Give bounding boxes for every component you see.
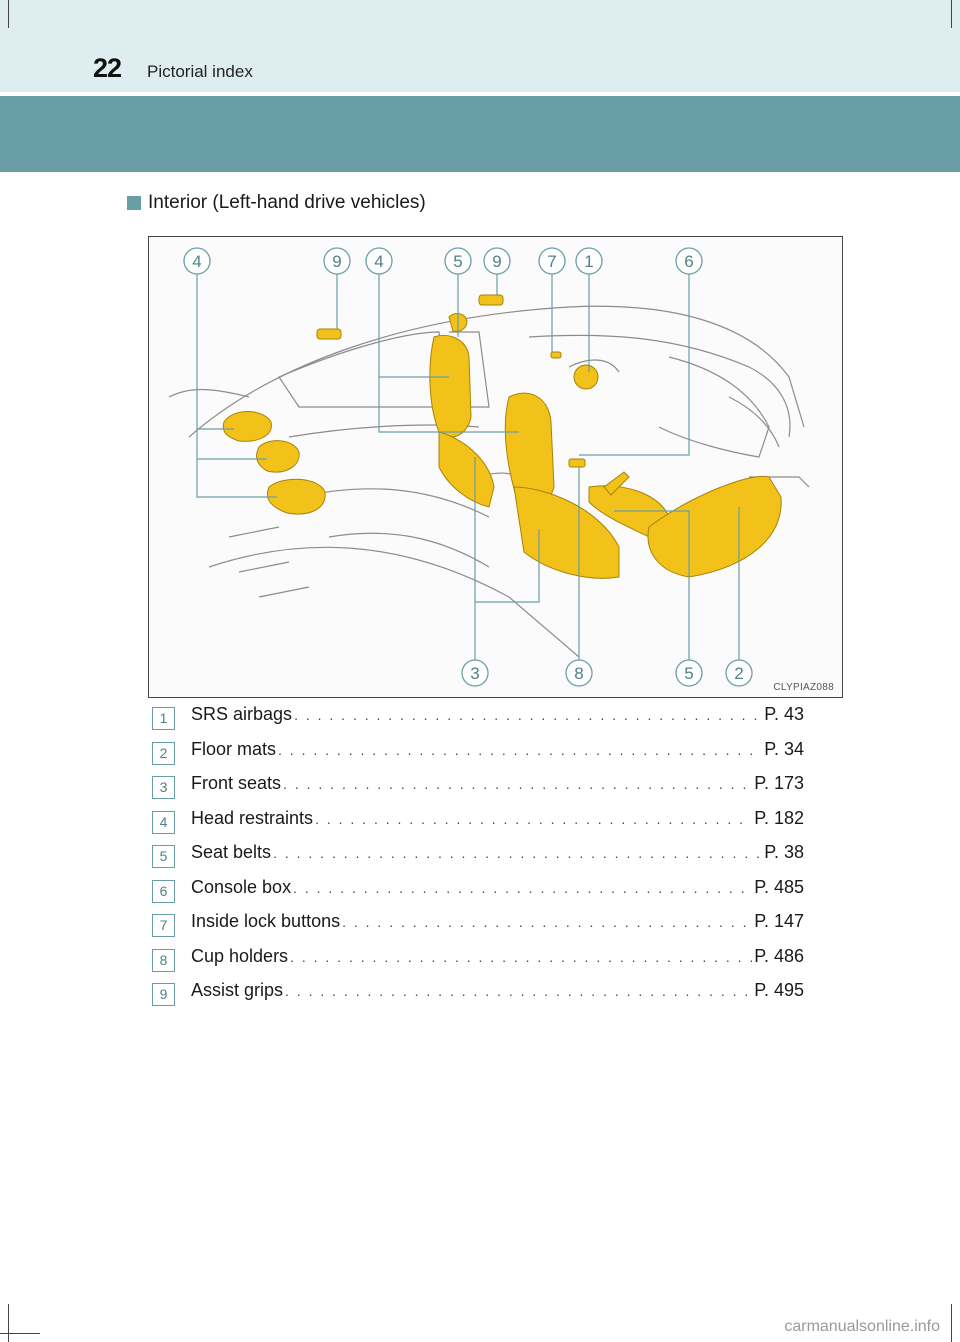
legend-number-badge: 4 xyxy=(152,811,175,834)
page-section-title: Pictorial index xyxy=(147,62,253,81)
legend-item xyxy=(152,942,812,977)
interior-drawing xyxy=(149,237,842,697)
legend-label: Seat belts xyxy=(191,842,272,862)
leader-dots xyxy=(342,914,752,930)
crop-mark-bottom-left-v xyxy=(8,1304,9,1342)
legend-item xyxy=(152,769,812,804)
legend-entry[interactable] xyxy=(191,946,804,967)
legend-entry[interactable] xyxy=(191,773,804,794)
legend-entry[interactable] xyxy=(191,877,804,898)
section-heading-text: Interior (Left-hand drive vehicles) xyxy=(148,192,426,213)
heading-square-icon xyxy=(127,196,141,210)
legend-label: Head restraints xyxy=(191,807,314,828)
leader-dots xyxy=(285,983,752,999)
legend-entry[interactable] xyxy=(191,842,804,863)
leader-dots xyxy=(283,776,752,792)
legend-label: Front seats xyxy=(191,773,282,793)
assist-grip-left xyxy=(317,329,341,339)
legend-item xyxy=(152,907,812,942)
leader-dots xyxy=(278,742,762,758)
legend-number-badge: 3 xyxy=(152,776,175,799)
page-reference[interactable]: P. 147 xyxy=(754,911,804,931)
legend-number-badge: 9 xyxy=(152,983,175,1006)
legend-number-badge: 5 xyxy=(152,845,175,868)
legend-label: Inside lock buttons xyxy=(191,911,341,931)
passenger-seat-back xyxy=(430,335,471,437)
legend-entry[interactable] xyxy=(191,808,804,829)
legend-item xyxy=(152,700,812,735)
interior-illustration xyxy=(148,236,843,698)
section-heading xyxy=(127,192,426,214)
callout-label: 8 xyxy=(574,664,584,683)
callout-label: 9 xyxy=(492,252,502,271)
legend-entry[interactable] xyxy=(191,739,804,760)
callout-label: 3 xyxy=(470,664,480,683)
callout-label: 5 xyxy=(684,664,694,683)
figure-code: CLYPIAZ088 xyxy=(773,682,834,693)
leader-dots xyxy=(290,949,752,965)
callout-label: 2 xyxy=(734,664,744,683)
page-reference[interactable]: P. 485 xyxy=(754,876,804,897)
leader-dots xyxy=(293,880,752,896)
steering-airbag xyxy=(574,365,598,389)
legend-number-badge: 2 xyxy=(152,742,175,765)
legend-item xyxy=(152,804,812,839)
crop-mark-top-right-v xyxy=(951,0,952,28)
legend-label: Floor mats xyxy=(191,738,277,759)
legend-label: Cup holders xyxy=(191,945,289,966)
legend-number-badge: 1 xyxy=(152,707,175,730)
callout-label: 1 xyxy=(584,252,594,271)
crop-mark-top-left-v xyxy=(8,0,9,28)
page-reference[interactable]: P. 173 xyxy=(754,773,804,793)
rear-head-restraint-2 xyxy=(257,441,300,472)
cup-holder xyxy=(569,459,585,467)
legend-entry[interactable] xyxy=(191,704,804,725)
legend-item xyxy=(152,735,812,770)
header-accent-bar xyxy=(0,96,960,172)
legend-item xyxy=(152,976,812,1011)
page-reference[interactable]: P. 486 xyxy=(754,945,804,966)
callout-label: 7 xyxy=(547,252,557,271)
header-band xyxy=(0,0,960,92)
page-reference[interactable]: P. 34 xyxy=(764,738,804,759)
passenger-seat-cushion xyxy=(439,432,494,507)
bottom-callouts xyxy=(462,660,752,686)
page-reference[interactable]: P. 38 xyxy=(764,842,804,862)
crop-mark-bottom-left-h xyxy=(0,1333,40,1334)
assist-grip-right xyxy=(479,295,503,305)
legend-number-badge: 7 xyxy=(152,914,175,937)
legend-label: Assist grips xyxy=(191,980,284,1000)
legend-entry[interactable] xyxy=(191,980,804,1001)
legend-list xyxy=(152,700,812,1011)
crop-mark-bottom-right-v xyxy=(951,1304,952,1342)
top-callouts xyxy=(184,248,702,274)
legend-number-badge: 8 xyxy=(152,949,175,972)
legend-label: Console box xyxy=(191,876,292,897)
page-reference[interactable]: P. 495 xyxy=(754,980,804,1000)
legend-item xyxy=(152,838,812,873)
inside-lock-button xyxy=(551,352,561,358)
highlighted-parts xyxy=(223,295,781,578)
page-reference[interactable]: P. 182 xyxy=(754,807,804,828)
callout-label: 5 xyxy=(453,252,463,271)
callout-label: 4 xyxy=(192,252,202,271)
callout-label: 6 xyxy=(684,252,694,271)
rear-head-restraint-1 xyxy=(223,411,271,441)
floor-mat xyxy=(648,476,781,577)
legend-entry[interactable] xyxy=(191,911,804,932)
leader-dots xyxy=(294,707,762,723)
legend-label: SRS airbags xyxy=(191,704,293,724)
callout-label: 4 xyxy=(374,252,384,271)
leader-dots xyxy=(273,845,762,861)
callout-label: 9 xyxy=(332,252,342,271)
page-number: 22 xyxy=(93,53,122,83)
leader-dots xyxy=(315,811,752,827)
footer-watermark: carmanualsonline.info xyxy=(784,1318,940,1335)
legend-number-badge: 6 xyxy=(152,880,175,903)
legend-item xyxy=(152,873,812,908)
page-reference[interactable]: P. 43 xyxy=(764,704,804,724)
